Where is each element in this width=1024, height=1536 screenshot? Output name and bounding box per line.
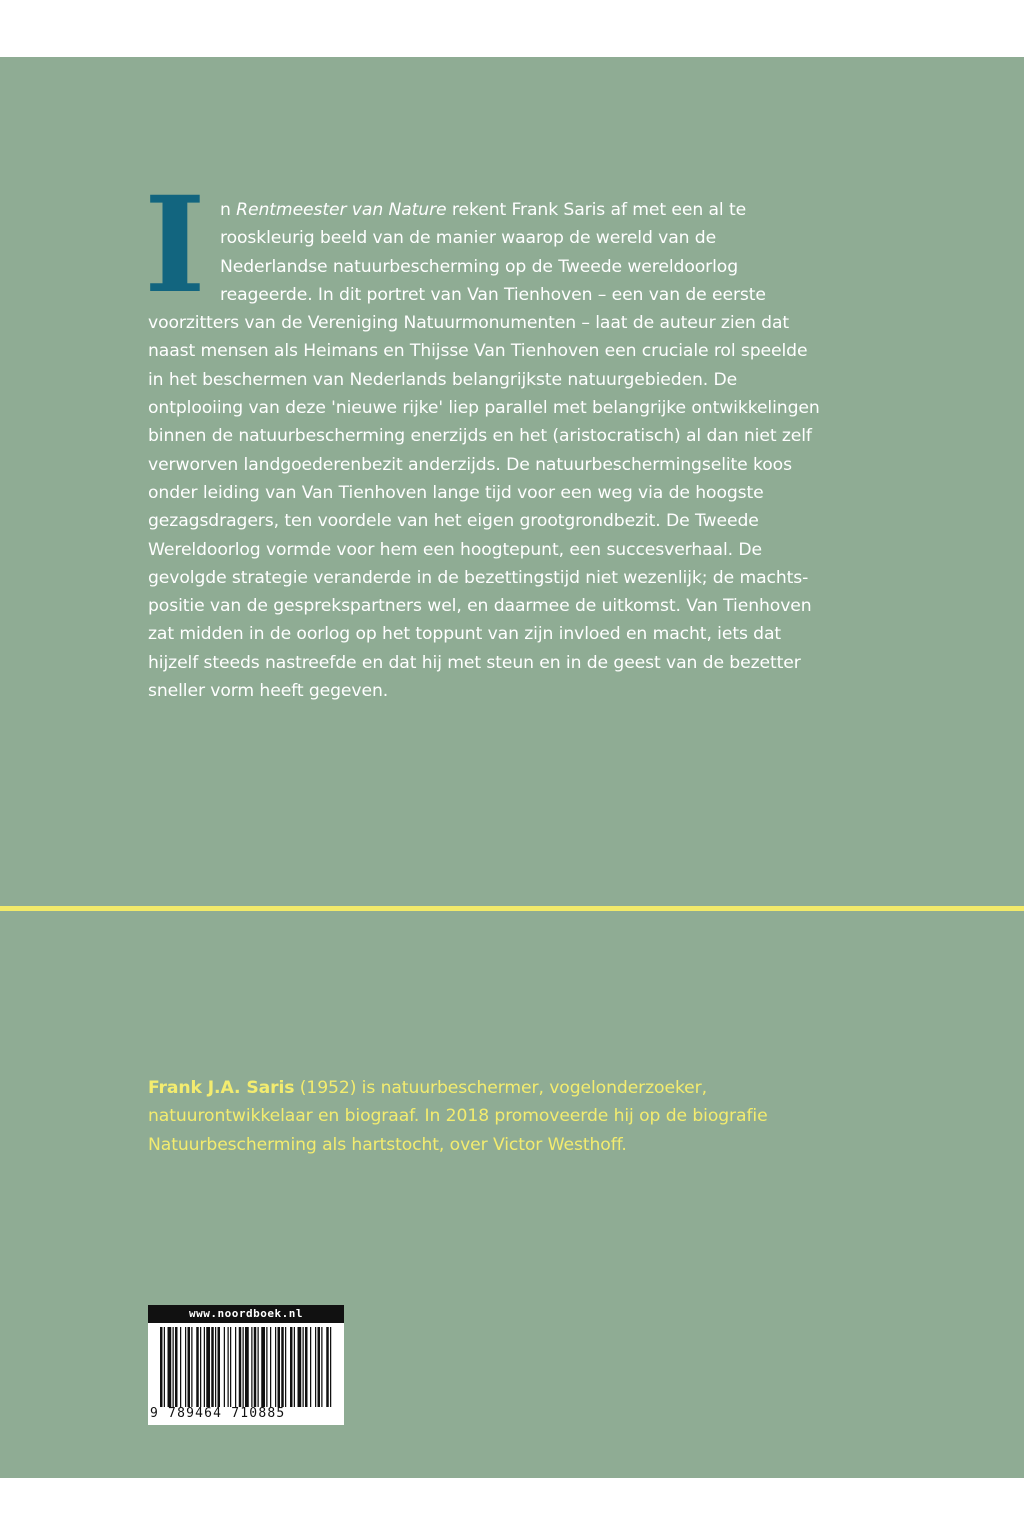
barcode-bar <box>191 1327 192 1407</box>
barcode-bar <box>261 1327 265 1407</box>
barcode-bar <box>318 1327 321 1407</box>
barcode-bar <box>224 1327 225 1407</box>
barcode-bar <box>200 1327 201 1407</box>
barcode-bar <box>266 1327 267 1407</box>
barcode-bar <box>211 1327 214 1407</box>
barcode <box>148 1305 344 1425</box>
barcode-bar <box>206 1327 210 1407</box>
barcode-bar <box>298 1327 302 1407</box>
barcode-bar <box>196 1327 199 1407</box>
barcode-bar <box>218 1327 221 1407</box>
barcode-bar <box>235 1327 236 1407</box>
barcode-bar <box>160 1327 163 1407</box>
barcode-bar <box>326 1327 329 1407</box>
barcode-bar <box>168 1327 172 1407</box>
barcode-bars <box>160 1327 332 1407</box>
barcode-bar <box>239 1327 242 1407</box>
barcode-bar <box>245 1327 249 1407</box>
barcode-bar <box>254 1327 257 1407</box>
barcode-bar <box>251 1327 252 1407</box>
barcode-bar <box>258 1327 259 1407</box>
barcode-bar <box>180 1327 181 1407</box>
author-name: Frank J.A. Saris <box>148 1078 295 1098</box>
barcode-bar <box>305 1327 308 1407</box>
barcode-bar <box>321 1327 322 1407</box>
barcode-bar <box>285 1327 286 1407</box>
barcode-bar <box>164 1327 165 1407</box>
barcode-bar <box>281 1327 284 1407</box>
barcode-bar <box>294 1327 295 1407</box>
blurb-text <box>144 168 828 705</box>
barcode-bar <box>275 1327 276 1407</box>
publisher-url: www.noordboek.nl <box>148 1305 344 1323</box>
barcode-bar <box>173 1327 174 1407</box>
book-title: Rentmeester van Nature <box>236 200 447 220</box>
isbn-digits: 9 789464 710885 <box>150 1406 286 1421</box>
barcode-bar <box>175 1327 178 1407</box>
blurb-body: rekent Frank Saris af met een al te rooskleurig beeld van de manier waarop de wereld van de Nederlandse natuurbescherming op de Tweede wereldoorlog reageerde. In dit portret van Van Tienhoven – een van de eerste voorzitters van de Vereniging Natuurmonumenten – laat de auteur zien dat naast mensen als Heimans en Thijsse Van Tienhoven een cruciale rol speelde in het beschermen van Nederlands belangrijkste natuurgebieden. De ontplooiing van deze 'nieuwe rijke' liep parallel met belangrijke ontwikkelingen binnen de natuurbescherming enerzijds en het (aristocratisch) al dan niet zelf verworven landgoederenbezit anderzijds. De natuurbeschermingselite koos onder leiding van Van Tienhoven lange tijd voor een weg via de hoogste gezagsdragers, ten voordele van het eigen grootgrondbezit. De Tweede Wereldoorlog vormde voor hem een hoogtepunt, een succesverhaal. De gevolgde strategie veranderde in de bezettingstijd niet wezenlijk; de machtspositie van de gesprekspartners wel, en daarmee de uitkomst. Van Tienhoven zat midden in de oorlog op het toppunt van zijn invloed en macht, iets dat hijzelf steeds nastreefde en dat hij met steun en in de geest van de bezetter sneller vorm heeft gegeven. <box>148 200 820 702</box>
barcode-bar <box>315 1327 316 1407</box>
author-bio <box>148 1074 828 1159</box>
yellow-divider-line <box>0 906 1024 911</box>
blurb-first-word-rest: n <box>220 200 237 220</box>
barcode-bar <box>228 1327 229 1407</box>
barcode-bar <box>278 1327 281 1407</box>
barcode-bar <box>270 1327 271 1407</box>
barcode-bar <box>230 1327 231 1407</box>
barcode-bar <box>215 1327 216 1407</box>
barcode-bar <box>188 1327 191 1407</box>
barcode-bar <box>330 1327 331 1407</box>
drop-cap: I <box>144 168 206 323</box>
barcode-bar <box>185 1327 186 1407</box>
author-bio-text: (1952) is natuurbeschermer, vogelonderzoeker, natuurontwikkelaar en biograaf. In 2018 promoveerde hij op de biografie Natuurbescherming als hartstocht, over Victor Westhoff. <box>148 1078 768 1155</box>
barcode-bar <box>204 1327 205 1407</box>
barcode-bar <box>303 1327 304 1407</box>
barcode-bar <box>243 1327 244 1407</box>
barcode-bar <box>310 1327 311 1407</box>
barcode-bar <box>290 1327 293 1407</box>
